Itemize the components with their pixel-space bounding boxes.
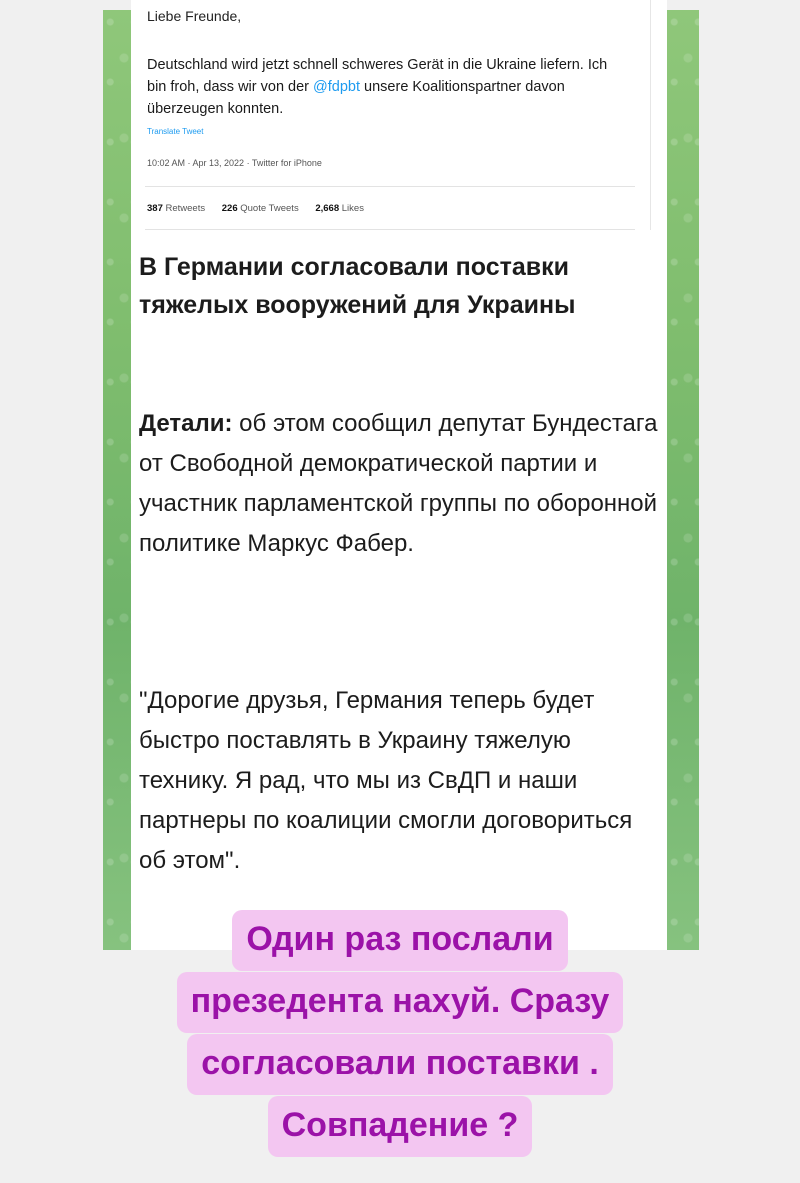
caption-line: презедента нахуй. Сразу (177, 972, 624, 1033)
telegram-post (131, 0, 667, 950)
tweet-text (147, 54, 627, 120)
likes-stat[interactable]: 2,668 Likes (315, 203, 364, 214)
retweets-stat[interactable]: 387 Retweets (147, 203, 206, 214)
tweet-greeting: Liebe Freunde, (147, 8, 242, 24)
story-caption (0, 910, 800, 1158)
tweet-stats (147, 203, 378, 214)
quote-tweets-stat[interactable]: 226 Quote Tweets (221, 203, 299, 214)
tweet-mention-link[interactable]: @fdpbt (313, 79, 361, 95)
translate-tweet-link[interactable]: Translate Tweet (147, 127, 204, 136)
caption-line: согласовали поставки . (187, 1034, 613, 1095)
chat-wallpaper-right (667, 10, 699, 950)
caption-line: Один раз послали (232, 910, 567, 971)
tweet-meta: 10:02 AM · Apr 13, 2022 · Twitter for iPhone (147, 158, 322, 168)
tweet-divider (145, 229, 635, 230)
tweet-text-part1: Deutschland wird jetzt schnell schweres Gerät in die Ukraine liefern. Ich bin froh, dass wir von der (147, 57, 608, 95)
tweet-text-part2: unsere Koalitionspartner davon überzeugen konnten. (147, 79, 565, 117)
details-text: об этом сообщил депутат Бундестага от Свободной демократической партии и участник парламентской группы по оборонной политике Маркус Фабер. (139, 410, 658, 557)
details-label: Детали: (139, 410, 233, 437)
article-details (139, 404, 659, 564)
caption-line: Совпадение ? (268, 1096, 533, 1157)
article-headline: В Германии согласовали поставки тяжелых вооружений для Украины (139, 253, 576, 319)
chat-wallpaper-left (103, 10, 131, 950)
embedded-tweet (145, 0, 651, 230)
tweet-divider (145, 186, 635, 187)
article-quote: "Дорогие друзья, Германия теперь будет быстро поставлять в Украину тяжелую технику. Я рад, что мы из СвДП и наши партнеры по коалиции смогли договориться об этом". (139, 687, 633, 874)
